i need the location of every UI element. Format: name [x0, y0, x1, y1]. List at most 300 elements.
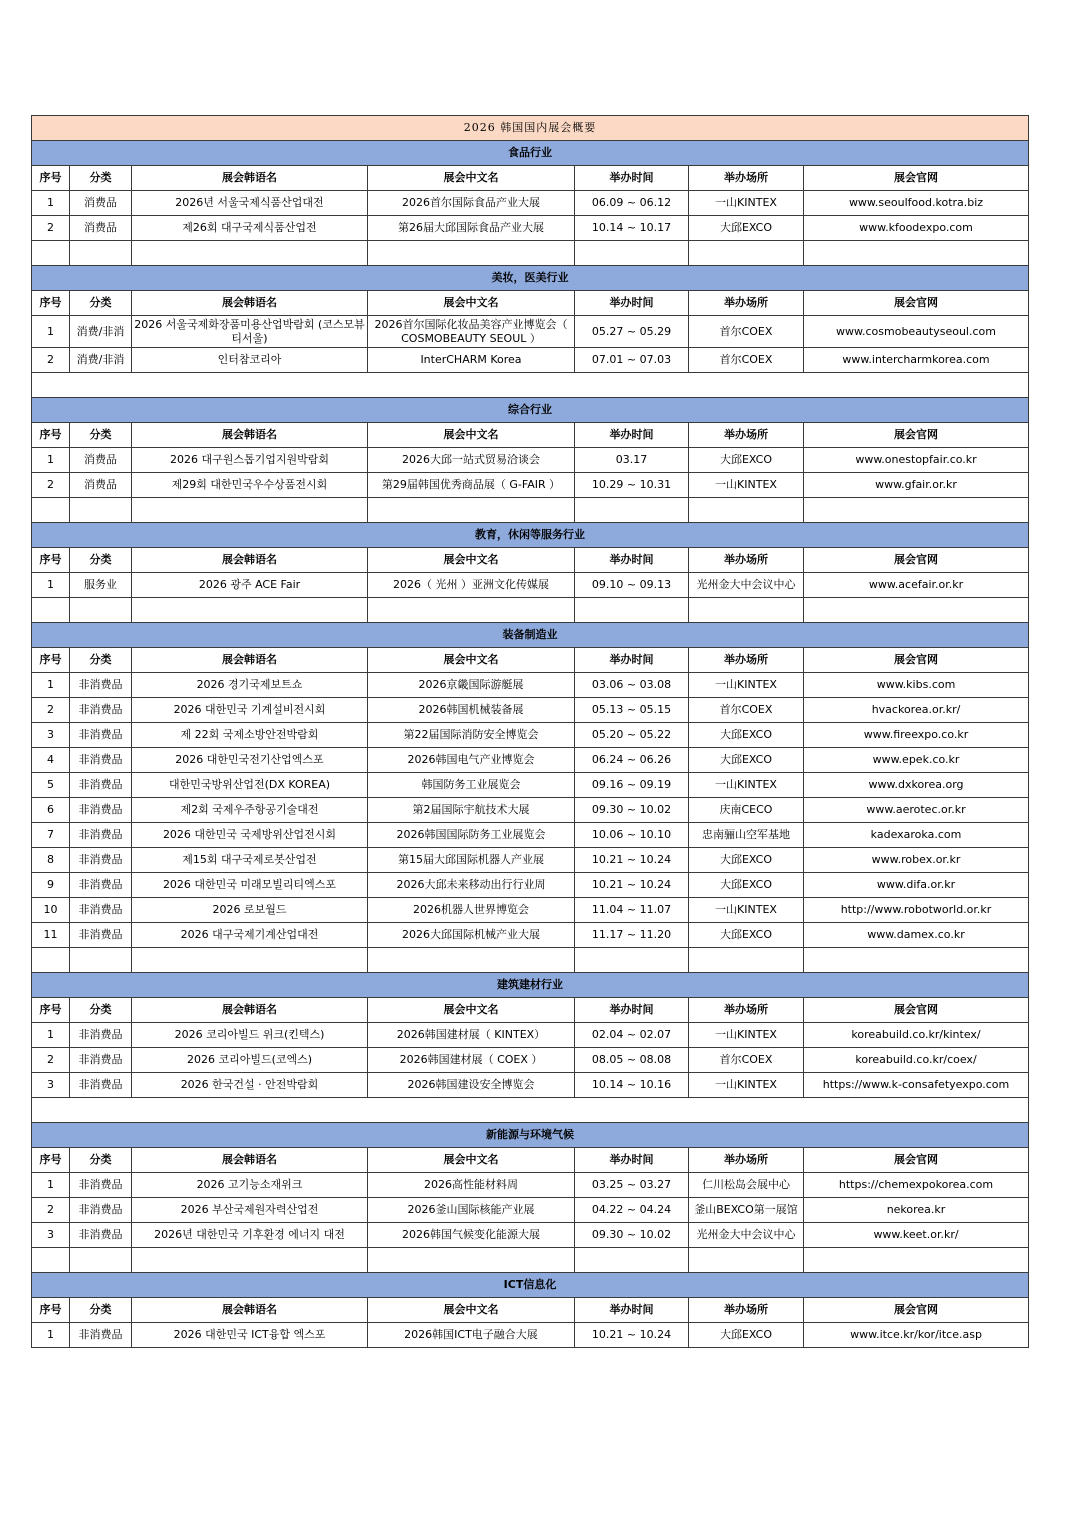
section-row: [32, 1123, 1029, 1148]
cell-chinese-name: 2026韩国气候变化能源大展: [368, 1223, 575, 1248]
cell-korean-name: 대한민국방위산업전(DX KOREA): [132, 773, 368, 798]
cell-category: 非消费品: [70, 798, 132, 823]
cell-index: 11: [32, 923, 70, 948]
cell-website: www.difa.or.kr: [804, 873, 1029, 898]
cell-chinese-name: 2026釜山国际核能产业展: [368, 1198, 575, 1223]
empty-cell: [575, 1248, 689, 1273]
empty-cell: [32, 948, 70, 973]
section-row: [32, 141, 1029, 166]
header-index: 序号: [32, 1298, 70, 1323]
header-venue: 举办场所: [689, 548, 804, 573]
empty-cell: [804, 241, 1029, 266]
header-website: 展会官网: [804, 291, 1029, 316]
cell-category: 非消费品: [70, 898, 132, 923]
cell-chinese-name: 第29届韩国优秀商品展（ G-FAIR ）: [368, 473, 575, 498]
spacer-row: [32, 1098, 1029, 1123]
header-date: 举办时间: [575, 1298, 689, 1323]
cell-index: 4: [32, 748, 70, 773]
table-row: [32, 848, 1029, 873]
cell-date: 07.01 ~ 07.03: [575, 348, 689, 373]
cell-category: 非消费品: [70, 773, 132, 798]
cell-korean-name: 제15회 대구국제로봇산업전: [132, 848, 368, 873]
cell-index: 2: [32, 348, 70, 373]
cell-venue: 大邱EXCO: [689, 723, 804, 748]
cell-korean-name: 제2회 국제우주항공기술대전: [132, 798, 368, 823]
cell-korean-name: 2026 대한민국전기산업엑스포: [132, 748, 368, 773]
table-row: [32, 923, 1029, 948]
cell-category: 非消费品: [70, 1223, 132, 1248]
cell-chinese-name: 2026大邱国际机械产业大展: [368, 923, 575, 948]
cell-chinese-name: 第15届大邱国际机器人产业展: [368, 848, 575, 873]
empty-cell: [132, 948, 368, 973]
cell-website: www.itce.kr/kor/itce.asp: [804, 1323, 1029, 1348]
table-row: [32, 573, 1029, 598]
cell-index: 1: [32, 316, 70, 348]
cell-venue: 一山KINTEX: [689, 673, 804, 698]
cell-venue: 光州金大中会议中心: [689, 1223, 804, 1248]
cell-category: 消费品: [70, 448, 132, 473]
column-header-row: [32, 1148, 1029, 1173]
cell-venue: 一山KINTEX: [689, 773, 804, 798]
table-row: [32, 1073, 1029, 1098]
cell-index: 6: [32, 798, 70, 823]
cell-index: 10: [32, 898, 70, 923]
cell-korean-name: 2026 대구원스톱기업지원박람회: [132, 448, 368, 473]
cell-korean-name: 제 22회 국제소방안전박람회: [132, 723, 368, 748]
cell-venue: 忠南骊山空军基地: [689, 823, 804, 848]
cell-website: www.dxkorea.org: [804, 773, 1029, 798]
header-category: 分类: [70, 648, 132, 673]
cell-category: 消费品: [70, 191, 132, 216]
header-venue: 举办场所: [689, 648, 804, 673]
empty-cell: [70, 948, 132, 973]
header-website: 展会官网: [804, 548, 1029, 573]
header-chinese-name: 展会中文名: [368, 423, 575, 448]
cell-venue: 大邱EXCO: [689, 848, 804, 873]
table-row: [32, 748, 1029, 773]
table-row: [32, 1323, 1029, 1348]
cell-chinese-name: 2026机器人世界博览会: [368, 898, 575, 923]
table-row: [32, 723, 1029, 748]
cell-date: 10.14 ~ 10.16: [575, 1073, 689, 1098]
header-category: 分类: [70, 423, 132, 448]
cell-venue: 一山KINTEX: [689, 1073, 804, 1098]
cell-index: 2: [32, 698, 70, 723]
header-index: 序号: [32, 648, 70, 673]
header-date: 举办时间: [575, 548, 689, 573]
cell-category: 非消费品: [70, 1048, 132, 1073]
header-korean-name: 展会韩语名: [132, 648, 368, 673]
empty-cell: [575, 598, 689, 623]
header-index: 序号: [32, 166, 70, 191]
header-website: 展会官网: [804, 166, 1029, 191]
cell-index: 2: [32, 1198, 70, 1223]
empty-cell: [132, 598, 368, 623]
section-row: [32, 266, 1029, 291]
cell-venue: 一山KINTEX: [689, 1023, 804, 1048]
cell-venue: 庆南CECO: [689, 798, 804, 823]
cell-index: 2: [32, 1048, 70, 1073]
cell-venue: 首尔COEX: [689, 348, 804, 373]
header-date: 举办时间: [575, 1148, 689, 1173]
cell-website: www.kfoodexpo.com: [804, 216, 1029, 241]
header-date: 举办时间: [575, 423, 689, 448]
cell-index: 1: [32, 191, 70, 216]
header-website: 展会官网: [804, 998, 1029, 1023]
header-date: 举办时间: [575, 648, 689, 673]
cell-category: 非消费品: [70, 923, 132, 948]
header-category: 分类: [70, 548, 132, 573]
table-row: [32, 316, 1029, 348]
table-row: [32, 1023, 1029, 1048]
empty-cell: [575, 948, 689, 973]
cell-index: 2: [32, 473, 70, 498]
cell-date: 05.20 ~ 05.22: [575, 723, 689, 748]
table-row: [32, 798, 1029, 823]
cell-venue: 仁川松岛会展中心: [689, 1173, 804, 1198]
cell-website: koreabuild.co.kr/coex/: [804, 1048, 1029, 1073]
table-row: [32, 348, 1029, 373]
section-title: 建筑建材行业: [32, 973, 1029, 998]
cell-website: www.onestopfair.co.kr: [804, 448, 1029, 473]
cell-date: 03.25 ~ 03.27: [575, 1173, 689, 1198]
cell-date: 10.21 ~ 10.24: [575, 848, 689, 873]
table-row: [32, 216, 1029, 241]
cell-website: www.cosmobeautyseoul.com: [804, 316, 1029, 348]
cell-category: 非消费品: [70, 1023, 132, 1048]
cell-korean-name: 2026 코리아빌드 위크(킨텍스): [132, 1023, 368, 1048]
cell-category: 非消费品: [70, 723, 132, 748]
empty-cell: [804, 948, 1029, 973]
cell-date: 06.24 ~ 06.26: [575, 748, 689, 773]
cell-date: 03.17: [575, 448, 689, 473]
column-header-row: [32, 648, 1029, 673]
empty-cell: [132, 1248, 368, 1273]
cell-venue: 大邱EXCO: [689, 873, 804, 898]
cell-korean-name: 2026 경기국제보트쇼: [132, 673, 368, 698]
column-header-row: [32, 291, 1029, 316]
column-header-row: [32, 1298, 1029, 1323]
empty-cell: [132, 241, 368, 266]
header-chinese-name: 展会中文名: [368, 1148, 575, 1173]
header-korean-name: 展会韩语名: [132, 1298, 368, 1323]
section-title: ICT信息化: [32, 1273, 1029, 1298]
header-index: 序号: [32, 291, 70, 316]
cell-korean-name: 제26회 대구국제식품산업전: [132, 216, 368, 241]
cell-date: 06.09 ~ 06.12: [575, 191, 689, 216]
column-header-row: [32, 423, 1029, 448]
cell-venue: 首尔COEX: [689, 698, 804, 723]
empty-cell: [689, 948, 804, 973]
header-website: 展会官网: [804, 1148, 1029, 1173]
header-venue: 举办场所: [689, 1148, 804, 1173]
empty-cell: [368, 241, 575, 266]
empty-cell: [689, 1248, 804, 1273]
cell-index: 9: [32, 873, 70, 898]
empty-cell: [32, 373, 1029, 398]
header-chinese-name: 展会中文名: [368, 291, 575, 316]
column-header-row: [32, 998, 1029, 1023]
cell-category: 消费/非消: [70, 316, 132, 348]
section-title: 装备制造业: [32, 623, 1029, 648]
cell-index: 1: [32, 673, 70, 698]
header-korean-name: 展会韩语名: [132, 291, 368, 316]
cell-index: 5: [32, 773, 70, 798]
header-chinese-name: 展会中文名: [368, 1298, 575, 1323]
spacer-row: [32, 598, 1029, 623]
table-row: [32, 698, 1029, 723]
cell-category: 消费/非消: [70, 348, 132, 373]
page-title: 2026 韩国国内展会概要: [32, 116, 1029, 141]
cell-website: www.acefair.or.kr: [804, 573, 1029, 598]
cell-korean-name: 2026 한국건설 · 안전박람회: [132, 1073, 368, 1098]
cell-website: www.fireexpo.co.kr: [804, 723, 1029, 748]
cell-category: 非消费品: [70, 848, 132, 873]
header-category: 分类: [70, 291, 132, 316]
table-row: [32, 873, 1029, 898]
cell-date: 05.13 ~ 05.15: [575, 698, 689, 723]
cell-category: 消费品: [70, 473, 132, 498]
header-category: 分类: [70, 1148, 132, 1173]
table-row: [32, 823, 1029, 848]
cell-venue: 一山KINTEX: [689, 898, 804, 923]
table-row: [32, 1198, 1029, 1223]
empty-cell: [689, 241, 804, 266]
cell-website: www.robex.or.kr: [804, 848, 1029, 873]
cell-index: 2: [32, 216, 70, 241]
cell-chinese-name: 第2届国际宇航技术大展: [368, 798, 575, 823]
cell-index: 1: [32, 1323, 70, 1348]
table-row: [32, 1173, 1029, 1198]
header-korean-name: 展会韩语名: [132, 1148, 368, 1173]
cell-category: 非消费品: [70, 1073, 132, 1098]
cell-venue: 首尔COEX: [689, 1048, 804, 1073]
table-row: [32, 773, 1029, 798]
cell-korean-name: 2026년 대한민국 기후환경 에너지 대전: [132, 1223, 368, 1248]
empty-cell: [32, 1248, 70, 1273]
cell-index: 1: [32, 448, 70, 473]
header-venue: 举办场所: [689, 423, 804, 448]
cell-venue: 一山KINTEX: [689, 473, 804, 498]
cell-category: 消费品: [70, 216, 132, 241]
empty-cell: [70, 1248, 132, 1273]
section-row: [32, 1273, 1029, 1298]
spacer-row: [32, 1248, 1029, 1273]
empty-cell: [32, 241, 70, 266]
cell-korean-name: 2026 대한민국 ICT융합 엑스포: [132, 1323, 368, 1348]
cell-date: 10.21 ~ 10.24: [575, 1323, 689, 1348]
header-korean-name: 展会韩语名: [132, 166, 368, 191]
section-title: 食品行业: [32, 141, 1029, 166]
section-title: 综合行业: [32, 398, 1029, 423]
table-row: [32, 1223, 1029, 1248]
empty-cell: [368, 1248, 575, 1273]
cell-date: 10.14 ~ 10.17: [575, 216, 689, 241]
cell-date: 09.30 ~ 10.02: [575, 1223, 689, 1248]
cell-korean-name: 2026 대구국제기계산업대전: [132, 923, 368, 948]
empty-cell: [70, 598, 132, 623]
cell-venue: 光州金大中会议中心: [689, 573, 804, 598]
cell-date: 11.17 ~ 11.20: [575, 923, 689, 948]
cell-website: http://www.robotworld.or.kr: [804, 898, 1029, 923]
cell-date: 10.06 ~ 10.10: [575, 823, 689, 848]
cell-category: 非消费品: [70, 673, 132, 698]
cell-venue: 大邱EXCO: [689, 216, 804, 241]
empty-cell: [689, 598, 804, 623]
cell-date: 04.22 ~ 04.24: [575, 1198, 689, 1223]
section-title: 美妆，医美行业: [32, 266, 1029, 291]
cell-website: https://www.k-consafetyexpo.com: [804, 1073, 1029, 1098]
cell-chinese-name: 2026京畿国际游艇展: [368, 673, 575, 698]
cell-date: 09.10 ~ 09.13: [575, 573, 689, 598]
table-row: [32, 191, 1029, 216]
header-index: 序号: [32, 1148, 70, 1173]
cell-venue: 大邱EXCO: [689, 748, 804, 773]
cell-venue: 大邱EXCO: [689, 1323, 804, 1348]
header-venue: 举办场所: [689, 998, 804, 1023]
section-title: 教育，休闲等服务行业: [32, 523, 1029, 548]
cell-chinese-name: 2026韩国国际防务工业展览会: [368, 823, 575, 848]
cell-chinese-name: 2026韩国建设安全博览会: [368, 1073, 575, 1098]
cell-website: www.seoulfood.kotra.biz: [804, 191, 1029, 216]
empty-cell: [368, 598, 575, 623]
table-row: [32, 448, 1029, 473]
cell-date: 02.04 ~ 02.07: [575, 1023, 689, 1048]
cell-category: 服务业: [70, 573, 132, 598]
header-korean-name: 展会韩语名: [132, 998, 368, 1023]
header-korean-name: 展会韩语名: [132, 548, 368, 573]
header-venue: 举办场所: [689, 166, 804, 191]
header-date: 举办时间: [575, 998, 689, 1023]
cell-category: 非消费品: [70, 1198, 132, 1223]
header-index: 序号: [32, 423, 70, 448]
cell-chinese-name: 第22届国际消防安全博览会: [368, 723, 575, 748]
header-website: 展会官网: [804, 423, 1029, 448]
cell-chinese-name: 韩国防务工业展览会: [368, 773, 575, 798]
column-header-row: [32, 166, 1029, 191]
table-row: [32, 473, 1029, 498]
cell-chinese-name: 2026（ 光州 ）亚洲文化传媒展: [368, 573, 575, 598]
header-category: 分类: [70, 998, 132, 1023]
section-row: [32, 398, 1029, 423]
cell-index: 3: [32, 1223, 70, 1248]
empty-cell: [689, 498, 804, 523]
header-chinese-name: 展会中文名: [368, 648, 575, 673]
cell-website: kadexaroka.com: [804, 823, 1029, 848]
cell-chinese-name: 2026韩国电气产业博览会: [368, 748, 575, 773]
cell-website: www.damex.co.kr: [804, 923, 1029, 948]
header-venue: 举办场所: [689, 1298, 804, 1323]
cell-website: koreabuild.co.kr/kintex/: [804, 1023, 1029, 1048]
header-date: 举办时间: [575, 166, 689, 191]
header-index: 序号: [32, 998, 70, 1023]
header-chinese-name: 展会中文名: [368, 548, 575, 573]
header-korean-name: 展会韩语名: [132, 423, 368, 448]
cell-website: www.gfair.or.kr: [804, 473, 1029, 498]
section-title: 新能源与环境气候: [32, 1123, 1029, 1148]
table-row: [32, 673, 1029, 698]
header-chinese-name: 展会中文名: [368, 166, 575, 191]
cell-index: 3: [32, 723, 70, 748]
cell-date: 09.16 ~ 09.19: [575, 773, 689, 798]
cell-website: www.kibs.com: [804, 673, 1029, 698]
cell-chinese-name: 第26届大邱国际食品产业大展: [368, 216, 575, 241]
header-category: 分类: [70, 166, 132, 191]
empty-cell: [368, 948, 575, 973]
cell-date: 03.06 ~ 03.08: [575, 673, 689, 698]
empty-cell: [804, 498, 1029, 523]
header-chinese-name: 展会中文名: [368, 998, 575, 1023]
cell-chinese-name: 2026首尔国际化妆品美容产业博览会（ COSMOBEAUTY SEOUL ）: [368, 316, 575, 348]
empty-cell: [32, 598, 70, 623]
cell-category: 非消费品: [70, 1173, 132, 1198]
cell-date: 08.05 ~ 08.08: [575, 1048, 689, 1073]
cell-website: www.epek.co.kr: [804, 748, 1029, 773]
cell-date: 09.30 ~ 10.02: [575, 798, 689, 823]
cell-korean-name: 2026 부산국제원자력산업전: [132, 1198, 368, 1223]
cell-website: www.intercharmkorea.com: [804, 348, 1029, 373]
header-venue: 举办场所: [689, 291, 804, 316]
cell-chinese-name: 2026韩国建材展（ COEX ）: [368, 1048, 575, 1073]
cell-website: nekorea.kr: [804, 1198, 1029, 1223]
header-category: 分类: [70, 1298, 132, 1323]
header-website: 展会官网: [804, 1298, 1029, 1323]
cell-category: 非消费品: [70, 823, 132, 848]
spacer-row: [32, 948, 1029, 973]
cell-chinese-name: 2026韩国机械装备展: [368, 698, 575, 723]
cell-korean-name: 2026 광주 ACE Fair: [132, 573, 368, 598]
cell-date: 05.27 ~ 05.29: [575, 316, 689, 348]
cell-korean-name: 2026 대한민국 미래모빌리티엑스포: [132, 873, 368, 898]
header-date: 举办时间: [575, 291, 689, 316]
cell-index: 7: [32, 823, 70, 848]
cell-category: 非消费品: [70, 873, 132, 898]
spacer-row: [32, 241, 1029, 266]
spacer-row: [32, 498, 1029, 523]
cell-korean-name: 2026 로보월드: [132, 898, 368, 923]
cell-venue: 一山KINTEX: [689, 191, 804, 216]
cell-korean-name: 2026 코리아빌드(코엑스): [132, 1048, 368, 1073]
cell-venue: 大邱EXCO: [689, 923, 804, 948]
cell-date: 10.29 ~ 10.31: [575, 473, 689, 498]
cell-chinese-name: 2026大邱未来移动出行行业周: [368, 873, 575, 898]
cell-korean-name: 인터참코리아: [132, 348, 368, 373]
cell-venue: 首尔COEX: [689, 316, 804, 348]
cell-korean-name: 2026 대한민국 기계설비전시회: [132, 698, 368, 723]
table-row: [32, 1048, 1029, 1073]
cell-website: www.keet.or.kr/: [804, 1223, 1029, 1248]
cell-date: 11.04 ~ 11.07: [575, 898, 689, 923]
cell-korean-name: 2026년 서울국제식품산업대전: [132, 191, 368, 216]
empty-cell: [575, 241, 689, 266]
cell-category: 非消费品: [70, 748, 132, 773]
empty-cell: [70, 498, 132, 523]
header-index: 序号: [32, 548, 70, 573]
cell-korean-name: 2026 고기능소재위크: [132, 1173, 368, 1198]
cell-date: 10.21 ~ 10.24: [575, 873, 689, 898]
cell-index: 3: [32, 1073, 70, 1098]
empty-cell: [32, 498, 70, 523]
empty-cell: [368, 498, 575, 523]
empty-cell: [575, 498, 689, 523]
cell-chinese-name: 2026首尔国际食品产业大展: [368, 191, 575, 216]
cell-website: hvackorea.or.kr/: [804, 698, 1029, 723]
section-row: [32, 623, 1029, 648]
cell-korean-name: 2026 대한민국 국제방위산업전시회: [132, 823, 368, 848]
spacer-row: [32, 373, 1029, 398]
cell-index: 1: [32, 573, 70, 598]
table-row: [32, 898, 1029, 923]
